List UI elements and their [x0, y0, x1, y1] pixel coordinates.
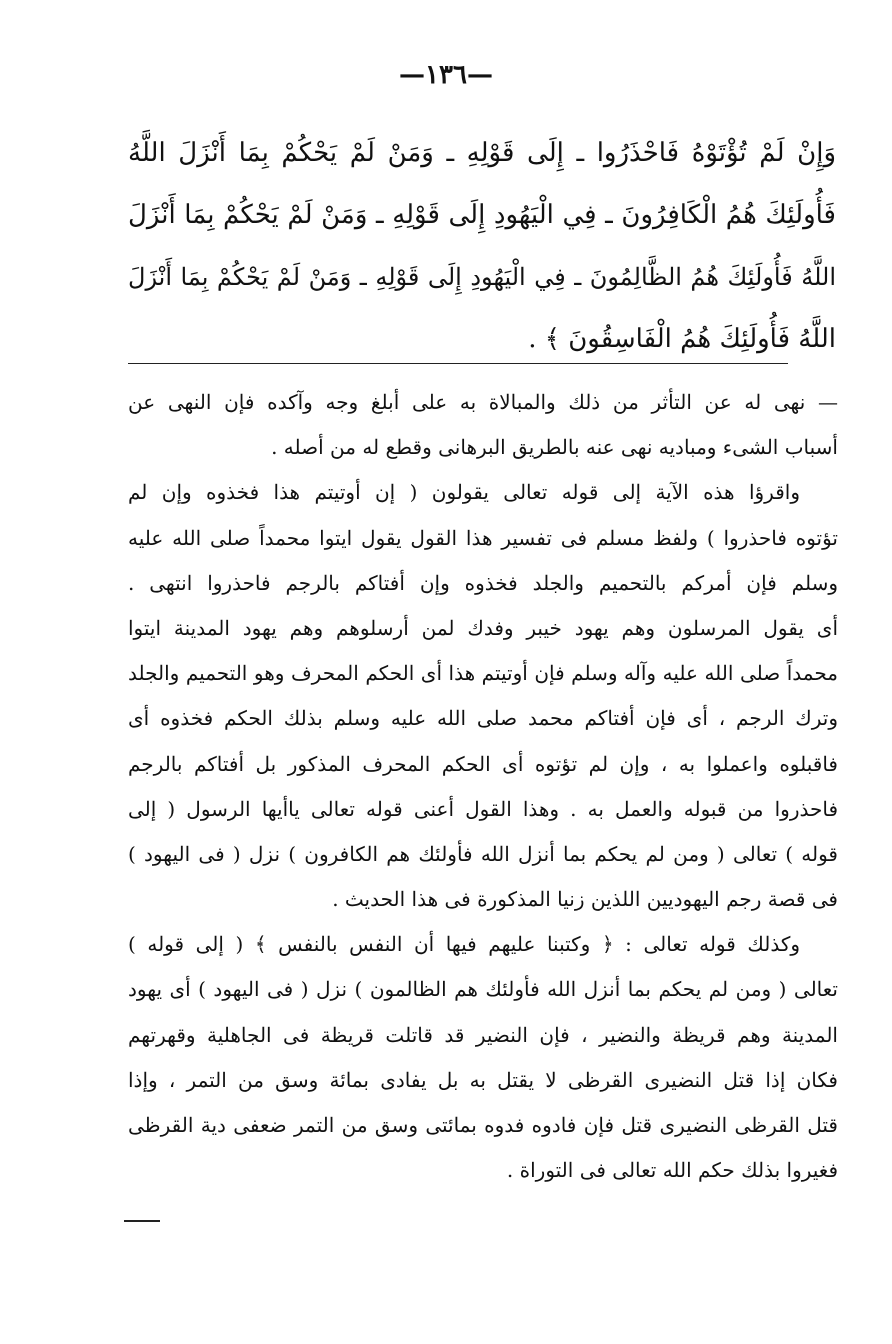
commentary-line: تؤتوه فاحذروا ) ولفظ مسلم فى تفسير هذا القول يقول ايتوا محمداً صلى الله عليه: [128, 525, 838, 550]
commentary-line: قتل القرظى النضيرى قتل فإن فادوه فدوه بمائتى وسق من التمر ضعفى دية القرظى: [128, 1113, 838, 1137]
commentary-line: أسباب الشىء ومباديه نهى عنه بالطريق البرهانى وقطع له من أصله .: [271, 435, 838, 460]
commentary-line: فغيروا بذلك حكم الله تعالى فى التوراة .: [506, 1158, 838, 1183]
commentary-line: وترك الرجم ، أى فإن أفتاكم محمد صلى الله عليه وسلم بذلك الحكم فخذوه أى: [128, 706, 838, 731]
commentary-line: فاقبلوه واعملوا به ، وإن لم تؤتوه أى الحكم المحرف المذكور بل أفتاكم بالرجم: [128, 751, 838, 776]
page-number: —١٣٦—: [399, 60, 493, 90]
quranic-verse-block: [128, 122, 836, 370]
commentary-line: فاحذروا من قبوله والعمل به . وهذا القول أعنى قوله تعالى ياأيها الرسول ( إلى: [128, 796, 838, 821]
commentary-line: — نهى له عن التأثر من ذلك والمبالاة به على أبلغ وجه وآكده فإن النهى عن: [128, 390, 838, 414]
commentary-line: المدينة وهم قريظة والنضير ، فإن النضير قد قاتلت قريظة فى الجاهلية وقهرتهم: [128, 1022, 838, 1047]
horizontal-separator: [128, 363, 788, 364]
commentary-paragraph-start: واقرؤا هذه الآية إلى قوله تعالى يقولون ( إن أوتيتم هذا فخذوه وإن لم: [128, 480, 800, 505]
verse-line: اللَّهُ فَأُولَئِكَ هُمُ الظَّالِمُونَ ـ فِي الْيَهُودِ إِلَى قَوْلِهِ ـ وَمَنْ لَمْ يَحْكُمْ بِمَا أَنْزَلَ: [128, 263, 836, 291]
commentary-line: أى يقول المرسلون وهم يهود خيبر وفدك لمن أرسلوهم وهم يهود المدينة ايتوا: [128, 615, 838, 640]
commentary-line: قوله ) تعالى ( ومن لم يحكم بما أنزل الله فأولئك هم الكافرون ) نزل ( فى اليهود ): [128, 841, 838, 866]
continuation-dash: [124, 1220, 160, 1222]
verse-line: اللَّهُ فَأُولَئِكَ هُمُ الْفَاسِقُونَ ﴾ .: [528, 324, 836, 354]
verse-line: فَأُولَئِكَ هُمُ الْكَافِرُونَ ـ فِي الْيَهُودِ إِلَى قَوْلِهِ ـ وَمَنْ لَمْ يَحْكُمْ بِمَا أَنْزَلَ: [128, 200, 836, 230]
commentary-line: محمداً صلى الله عليه وآله وسلم فإن أوتيتم هذا أى الحكم المحرف وهو التحميم والجلد: [128, 661, 838, 686]
commentary-line: فى قصة رجم اليهوديين اللذين زنيا المذكورة فى هذا الحديث .: [332, 887, 838, 912]
commentary-line: فكان إذا قتل النضيرى القرظى لا يقتل به بل يفادى بمائة وسق من التمر ، وإذا: [128, 1067, 838, 1092]
commentary-line: تعالى ( ومن لم يحكم بما أنزل الله فأولئك هم الظالمون ) نزل ( فى اليهود ) أى يهود: [128, 977, 838, 1002]
commentary-block: [128, 380, 838, 1193]
commentary-paragraph-start: وكذلك قوله تعالى : ﴿ وكتبنا عليهم فيها أن النفس بالنفس ﴾ ( إلى قوله ): [128, 932, 800, 957]
commentary-line: وسلم فإن أمركم بالتحميم والجلد فخذوه وإن أفتاكم بالرجم فاحذروا انتهى .: [128, 570, 838, 595]
verse-line: وَإِنْ لَمْ تُؤْتَوْهُ فَاحْذَرُوا ـ إِلَى قَوْلِهِ ـ وَمَنْ لَمْ يَحْكُمْ بِمَا أَنْزَلَ اللَّهُ: [128, 138, 836, 168]
